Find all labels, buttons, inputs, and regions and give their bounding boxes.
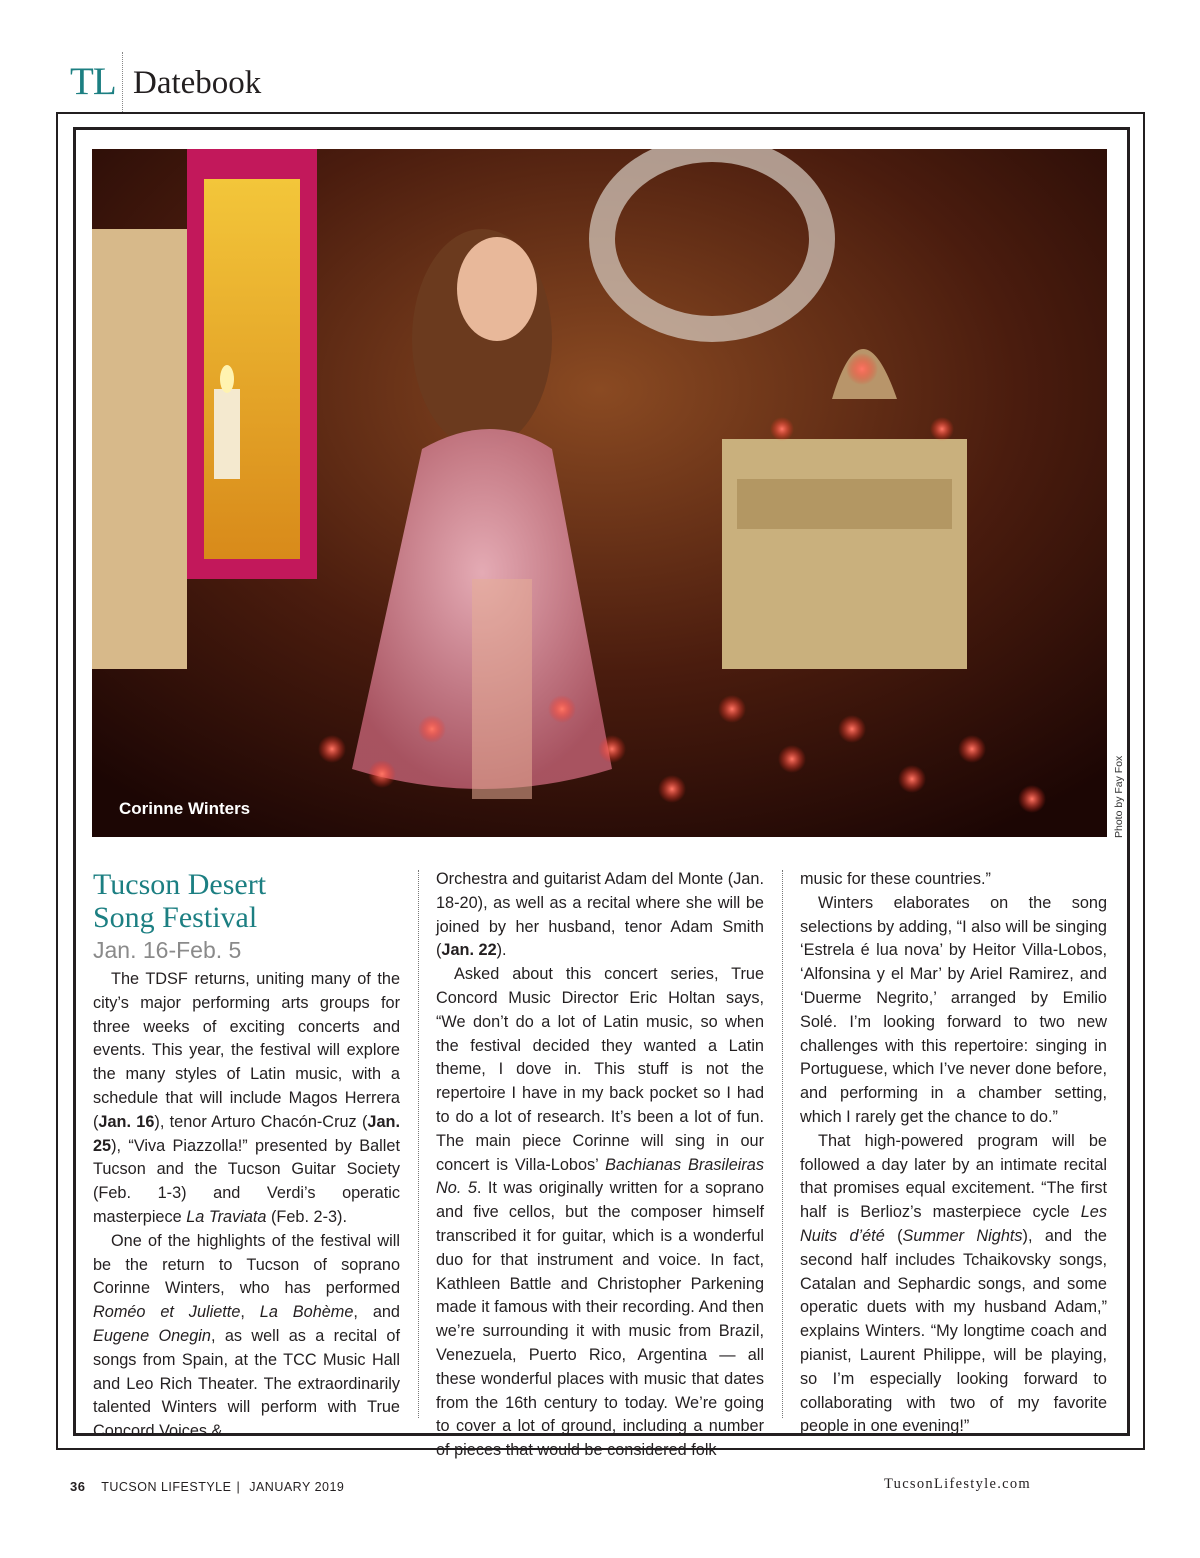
header-divider <box>122 52 123 112</box>
article-column-1 <box>93 868 400 1444</box>
paragraph: The TDSF returns, uniting many of the city’s major performing arts groups for three weeks of exciting concerts and events. This year, the festival will explore the many styles of Latin music, with a schedule that will include Magos Herrera (Jan. 16), tenor Arturo Chacón-Cruz (Jan. 25), “Viva Piazzolla!” presented by Ballet Tucson and the Tucson Guitar Society (Feb. 1-3) and Verdi’s operatic masterpiece La Traviata (Feb. 2-3). <box>93 970 400 1226</box>
paragraph: music for these countries.” <box>800 870 991 888</box>
event-dates: Jan. 16-Feb. 5 <box>93 937 242 963</box>
paragraph: That high-powered program will be followed a day later by an intimate recital that promises equal excitement. “The first half is Berlioz’s masterpiece cycle Les Nuits d’été (Summer Nights), and the second half includes Tchaikovsky songs, Catalan and Sephardic songs, and some operatic duets with my husband Adam,” explains Winters. “My longtime coach and pianist, Laurent Philippe, will be playing, so I’m especially looking forward to collaborating with two of my favorite people in one evening!” <box>800 1131 1107 1436</box>
column-divider <box>782 870 783 1418</box>
candle <box>214 389 240 479</box>
candle-flame <box>220 365 234 393</box>
left-window-light <box>92 229 187 669</box>
article-column-3 <box>800 868 1107 1439</box>
footer-divider: | <box>236 1480 241 1494</box>
headline-line-1: Tucson Desert <box>93 868 267 901</box>
legs <box>472 579 532 799</box>
photo-credit: Photo by Fay Fox <box>1113 755 1125 838</box>
photo-illustration <box>92 149 1107 837</box>
window-glass <box>204 179 300 559</box>
column-divider <box>418 870 419 1418</box>
paragraph: One of the highlights of the festival will be the return to Tucson of soprano Corinne Winters, who has performed Roméo et Juliette, La Bohème, and Eugene Onegin, as well as a recital of songs from Spain, at the TCC Music Hall and Leo Rich Theater. The extraordinarily talented Winters will perform with True Concord Voices & <box>93 1231 400 1441</box>
headline-line-2: Song Festival <box>93 901 258 934</box>
feature-photo <box>92 149 1107 837</box>
photo-caption: Corinne Winters <box>119 799 251 818</box>
section-title: Datebook <box>133 65 262 101</box>
face <box>457 237 537 341</box>
paragraph: Asked about this concert series, True Concord Music Director Eric Holtan says, “We don’t do a lot of Latin music, so when the festival decided they wanted a Latin theme, I dove in. This stuff is not the repertoire I have in my back pocket so I had to do a lot of research. It’s been a lot of fun. The main piece Corinne will sing in our concert is Villa-Lobos’ Bachianas Brasileiras No. 5. It was originally written for a soprano and five cellos, but the composer himself transcribed it for guitar, which is a wonderful duo for that instrument and voice. In fact, Kathleen Battle and Christopher Parkening made it famous with their recording. And then we’re surrounding it with music from Brazil, Venezuela, Puerto Rico, Argentina — all these wonderful places with music that dates from the 16th century to today. We’re going to cover a lot of ground, including a number of pieces that would be considered folk <box>436 965 764 1460</box>
website-link[interactable]: TucsonLifestyle.com <box>884 1476 1032 1492</box>
issue-date: JANUARY 2019 <box>249 1480 345 1494</box>
article-headline <box>93 868 400 934</box>
nightstand <box>722 439 967 669</box>
magazine-name: TUCSON LIFESTYLE <box>101 1480 232 1494</box>
nightstand-drawer <box>737 479 952 529</box>
magazine-logo: TL <box>70 60 116 103</box>
paragraph: Orchestra and guitarist Adam del Monte (Jan. 18-20), as well as a recital where she will be joined by her husband, tenor Adam Smith (Jan. 22). <box>436 870 764 960</box>
paragraph: Winters elaborates on the song selections by adding, “I also will be singing ‘Estrela é lua nova’ by Heitor Villa-Lobos, ‘Alfonsina y el Mar’ by Ariel Ramirez, and ‘Duerme Negrito,’ arranged by Emilio Solé. I’m looking forward to two new challenges with this repertoire: singing in Portuguese, which I’ve never done before, and performing in a chamber setting, which I rarely get the chance to do.” <box>800 893 1107 1126</box>
page-number: 36 <box>70 1479 86 1494</box>
article-column-2 <box>436 868 764 1463</box>
